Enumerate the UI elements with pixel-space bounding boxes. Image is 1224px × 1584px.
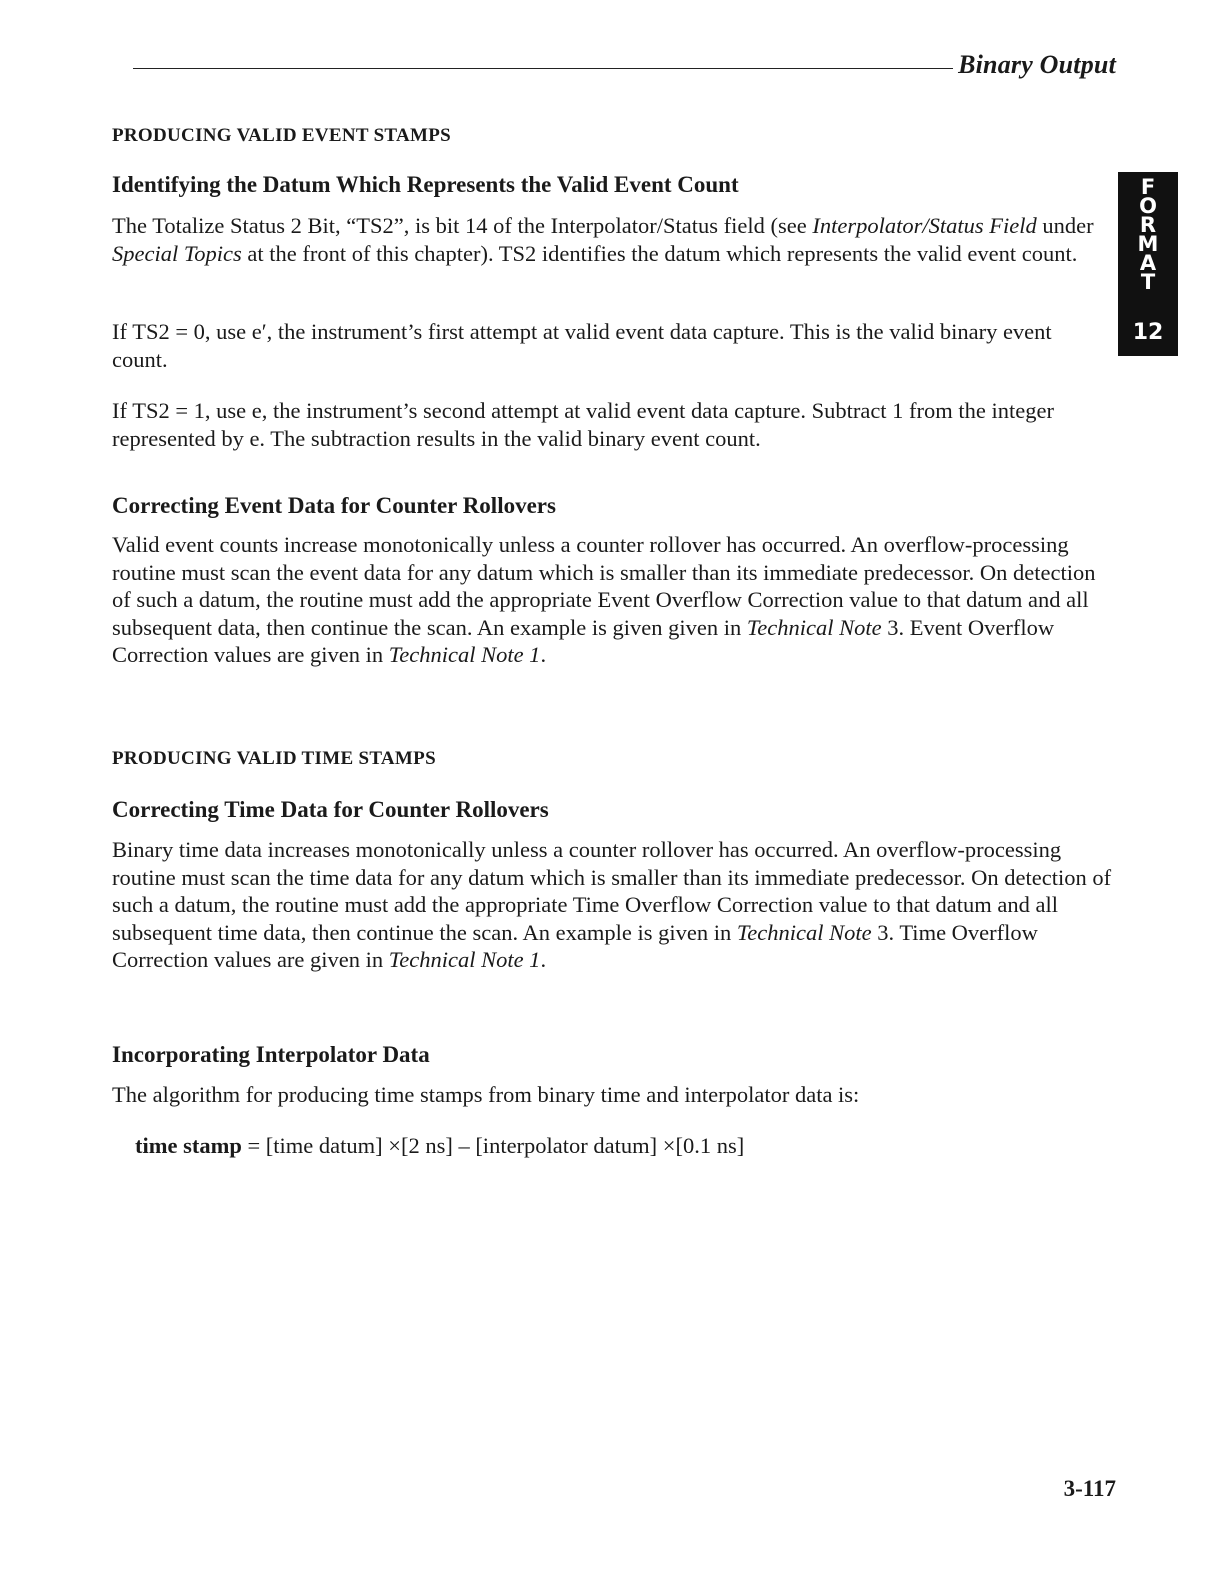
paragraph-ts2-one: If TS2 = 1, use e, the instrument’s second attempt at valid event data capture. Subtract 1 from the integer represented by e. The subtraction results in the valid binary event count. [112, 398, 1055, 451]
section-label-event-stamps: PRODUCING VALID EVENT STAMPS [112, 125, 452, 146]
paragraph-interpolator-algorithm: The algorithm for producing time stamps from binary time and interpolator data is: [112, 1082, 860, 1107]
subheading-interpolator-data: Incorporating Interpolator Data [112, 1042, 430, 1067]
formula-expression: = [time datum] ×[2 ns] – [interpolator datum] ×[0.1 ns] [241, 1133, 745, 1158]
subheading-time-rollovers: Correcting Time Data for Counter Rollovers [112, 797, 549, 822]
page-number: 3-117 [1063, 1476, 1116, 1501]
tab-letter: T [1140, 270, 1156, 294]
paragraph-time-rollovers: Binary time data increases monotonically unless a counter rollover has occurred. An overflow-processing routine must scan the time data for any datum which is smaller than its immediate predecessor. On detection of such a datum, the routine must add the appropriate Time Overflow Correction value to that datum and all subsequent time data, then continue the scan. An example is given in Technical Note 3. Time Overflow Correction values are given in Technical Note 1. [112, 837, 1112, 972]
tab-letter: O [1139, 194, 1157, 218]
paragraph-ts2-bit: The Totalize Status 2 Bit, “TS2”, is bit 14 of the Interpolator/Status field (see Interpolator/Status Field under Special Topics at the front of this chapter). TS2 identifies the datum which represents the valid event count. [112, 213, 1094, 266]
tab-letter: F [1140, 175, 1156, 199]
running-header-title: Binary Output [958, 50, 1116, 79]
tab-letter: R [1139, 213, 1157, 237]
paragraph-ts2-zero: If TS2 = 0, use e′, the instrument’s first attempt at valid event data capture. This is the valid binary event count. [112, 319, 1052, 372]
subheading-event-rollovers: Correcting Event Data for Counter Rollovers [112, 493, 556, 518]
header-rule [133, 68, 953, 69]
chapter-tab-letters [1137, 175, 1159, 294]
paragraph-event-rollovers: Valid event counts increase monotonically unless a counter rollover has occurred. An overflow-processing routine must scan the event data for any datum which is smaller than its immediate predecessor. On detection of such a datum, the routine must add the appropriate Event Overflow Correction value to that datum and all subsequent data, then continue the scan. An example is given given in Technical Note 3. Event Overflow Correction values are given in Technical Note 1. [112, 532, 1096, 667]
section-label-time-stamps: PRODUCING VALID TIME STAMPS [112, 748, 436, 769]
chapter-tab-number: 12 [1132, 320, 1164, 345]
tab-letter: A [1139, 251, 1157, 275]
subheading-valid-event-count: Identifying the Datum Which Represents the Valid Event Count [112, 172, 739, 197]
chapter-tab [1118, 172, 1178, 356]
formula-label: time stamp [135, 1133, 242, 1158]
tab-letter: M [1137, 232, 1159, 256]
time-stamp-formula [135, 1133, 744, 1159]
